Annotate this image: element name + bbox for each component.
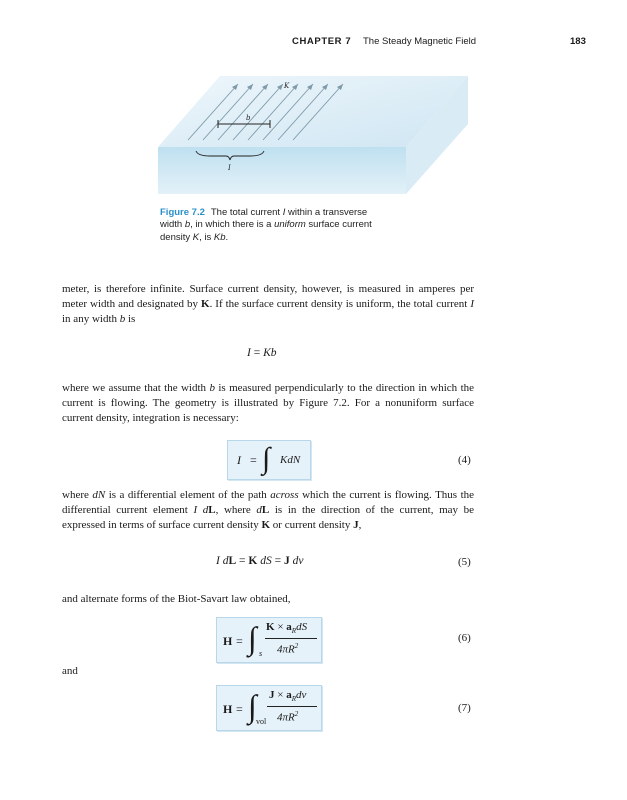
equation-7-denominator: $4\pi R^2$ — [277, 710, 299, 724]
equation-5: I dL = K dS = J dv — [216, 555, 304, 567]
equation-4-box: I = ∫ KdN — [227, 440, 311, 480]
equation-number-4: (4) — [458, 454, 471, 466]
equation-6-denominator: $4\pi R^2$ — [277, 642, 299, 656]
paragraph-3: where dN is a differential element of the path across which the current is flowing. Thus the differential current element I dL, where dL is in the direction of the current, may be expressed in terms of surface current density K or current density J, — [62, 489, 475, 532]
equation-6-box: H = ∫ s $K \times a_RdS$ $4\pi R^2$ — [216, 617, 322, 663]
equation-6-numerator: $K \times a_RdS$ — [266, 621, 308, 636]
equation-number-6: (6) — [458, 632, 471, 644]
fraction-bar — [267, 706, 317, 707]
integral-sign: ∫ — [248, 688, 257, 724]
page-number: 183 — [570, 36, 586, 47]
figure-caption: Figure 7.2 The total current I within a transverse width b, in which there is a uniform surface current density K, is Kb. — [160, 207, 372, 243]
label-I: I — [228, 164, 231, 172]
integral-sign: ∫ — [262, 442, 271, 475]
equation-7-numerator: $J \times a_Rdv$ — [269, 689, 307, 704]
paragraph-1: meter, is therefore infinite. Surface current density, however, is measured in amperes per meter width and designated by K. If the surface current density is uniform, the total current I in any width b is — [62, 283, 475, 326]
label-K: K — [284, 82, 290, 90]
integral-sign: ∫ — [248, 620, 257, 656]
equation-I-Kb: I = Kb — [247, 347, 277, 359]
equation-number-5: (5) — [458, 556, 471, 568]
equation-7-box: H = ∫ vol $J \times a_Rdv$ $4\pi R^2$ — [216, 685, 322, 731]
paragraph-2: where we assume that the width b is measured perpendicularly to the direction in which the current is flowing. The geometry is illustrated by Figure 7.2. For a nonuniform surface current density, integration is necessary: — [62, 382, 475, 425]
fraction-bar — [265, 638, 317, 639]
equation-number-7: (7) — [458, 702, 471, 714]
running-header — [0, 36, 627, 50]
chapter-label: CHAPTER 7 — [292, 36, 352, 47]
slab-front-face — [158, 147, 406, 194]
figure-surface-current — [158, 72, 468, 198]
label-b: b — [246, 114, 251, 122]
caption-label: Figure 7.2 — [160, 207, 205, 218]
chapter-title: The Steady Magnetic Field — [363, 36, 477, 47]
paragraph-5: and — [62, 665, 78, 677]
paragraph-4: and alternate forms of the Biot-Savart law obtained, — [62, 593, 291, 605]
